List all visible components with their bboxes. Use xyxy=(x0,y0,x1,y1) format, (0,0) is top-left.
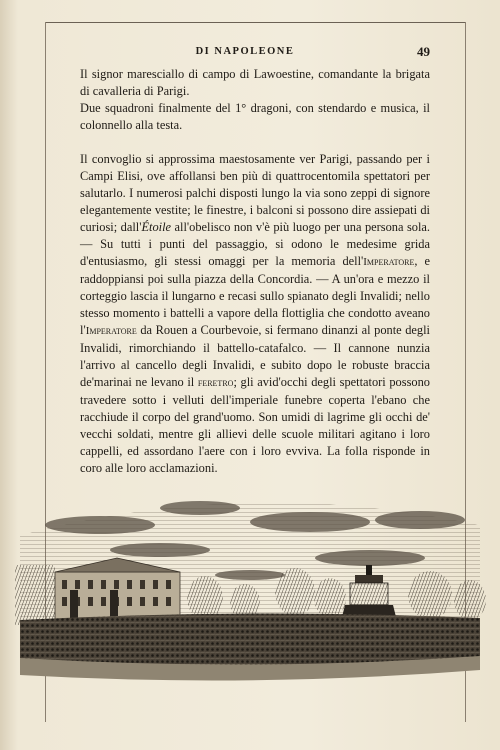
top-border-rule xyxy=(45,22,465,23)
paragraph-3-part-c: , e raddoppiansi poi sulla piazza della Concordia. — A un'ora e mezzo il corteggio lascia il lungarno e recasi sullo spianato degli Invalidi; nello stesso momento i battelli a vapore della flottiglia che condotto aveano l' xyxy=(80,254,430,337)
running-head: DI NAPOLEONE xyxy=(195,46,295,57)
body-text xyxy=(80,66,430,477)
paragraph-gap xyxy=(80,134,430,151)
funeral-procession-engraving xyxy=(10,480,490,690)
imperatore-smallcaps-2: Imperatore xyxy=(85,325,137,337)
page-number: 49 xyxy=(417,44,430,59)
etoile-italic: Étoile xyxy=(141,220,172,234)
paragraph-3-part-b: all'obelisco non v'è più luogo per una persona sola. — Su tutti i punti del passaggio, si odono le medesime grida d'entusiasmo, gli stessi omaggi per la memoria dell' xyxy=(80,220,430,268)
paragraph-3-part-d: da Rouen a Courbevoie, si fermano dinanzi al ponte degli Invalidi, rimorchiando il battello-catafalco. — Il cannone nunzia l'arrivo al cancello degli Invalidi, e subito dopo le robuste braccia de'marinai ne levano il xyxy=(80,323,430,389)
paragraph-3 xyxy=(80,151,430,477)
feretro-smallcaps: feretro xyxy=(197,377,234,389)
paragraph-2: Due squadroni finalmente del 1° dragoni, con stendardo e musica, il colonnello alla testa. xyxy=(80,101,430,132)
paragraph-3-part-e: ; gli avid'occhi degli spettatori possono travedere sotto i velluti dell'imperiale funebre coperta l'ebano che racchiude il corpo del grand'uomo. Son umidi di lagrime gli occhi de' vecchi soldati, mentre gli allievi delle scuole militari agitano i loro cappelli, ed assordano l'aere con i loro evviva. La folla risponde in coro alle loro acclamazioni. xyxy=(80,375,430,475)
paragraph-3-part-a: Il convoglio si approssima maestosamente ver Parigi, passando per i Campi Elisi, ove affollansi ben più di quattrocentomila spettatori per salutarlo. I numerosi palchi disposti lungo la via sono zeppi di signore elegantemente vestite; le finestre, i balconi si possono dire assiepati di curiosi; dall' xyxy=(80,152,430,234)
imperatore-smallcaps-1: Imperatore xyxy=(363,256,415,268)
paragraph-1: Il signor maresciallo di campo di Lawoestine, comandante la brigata di cavalleria di Parigi. xyxy=(80,67,430,98)
